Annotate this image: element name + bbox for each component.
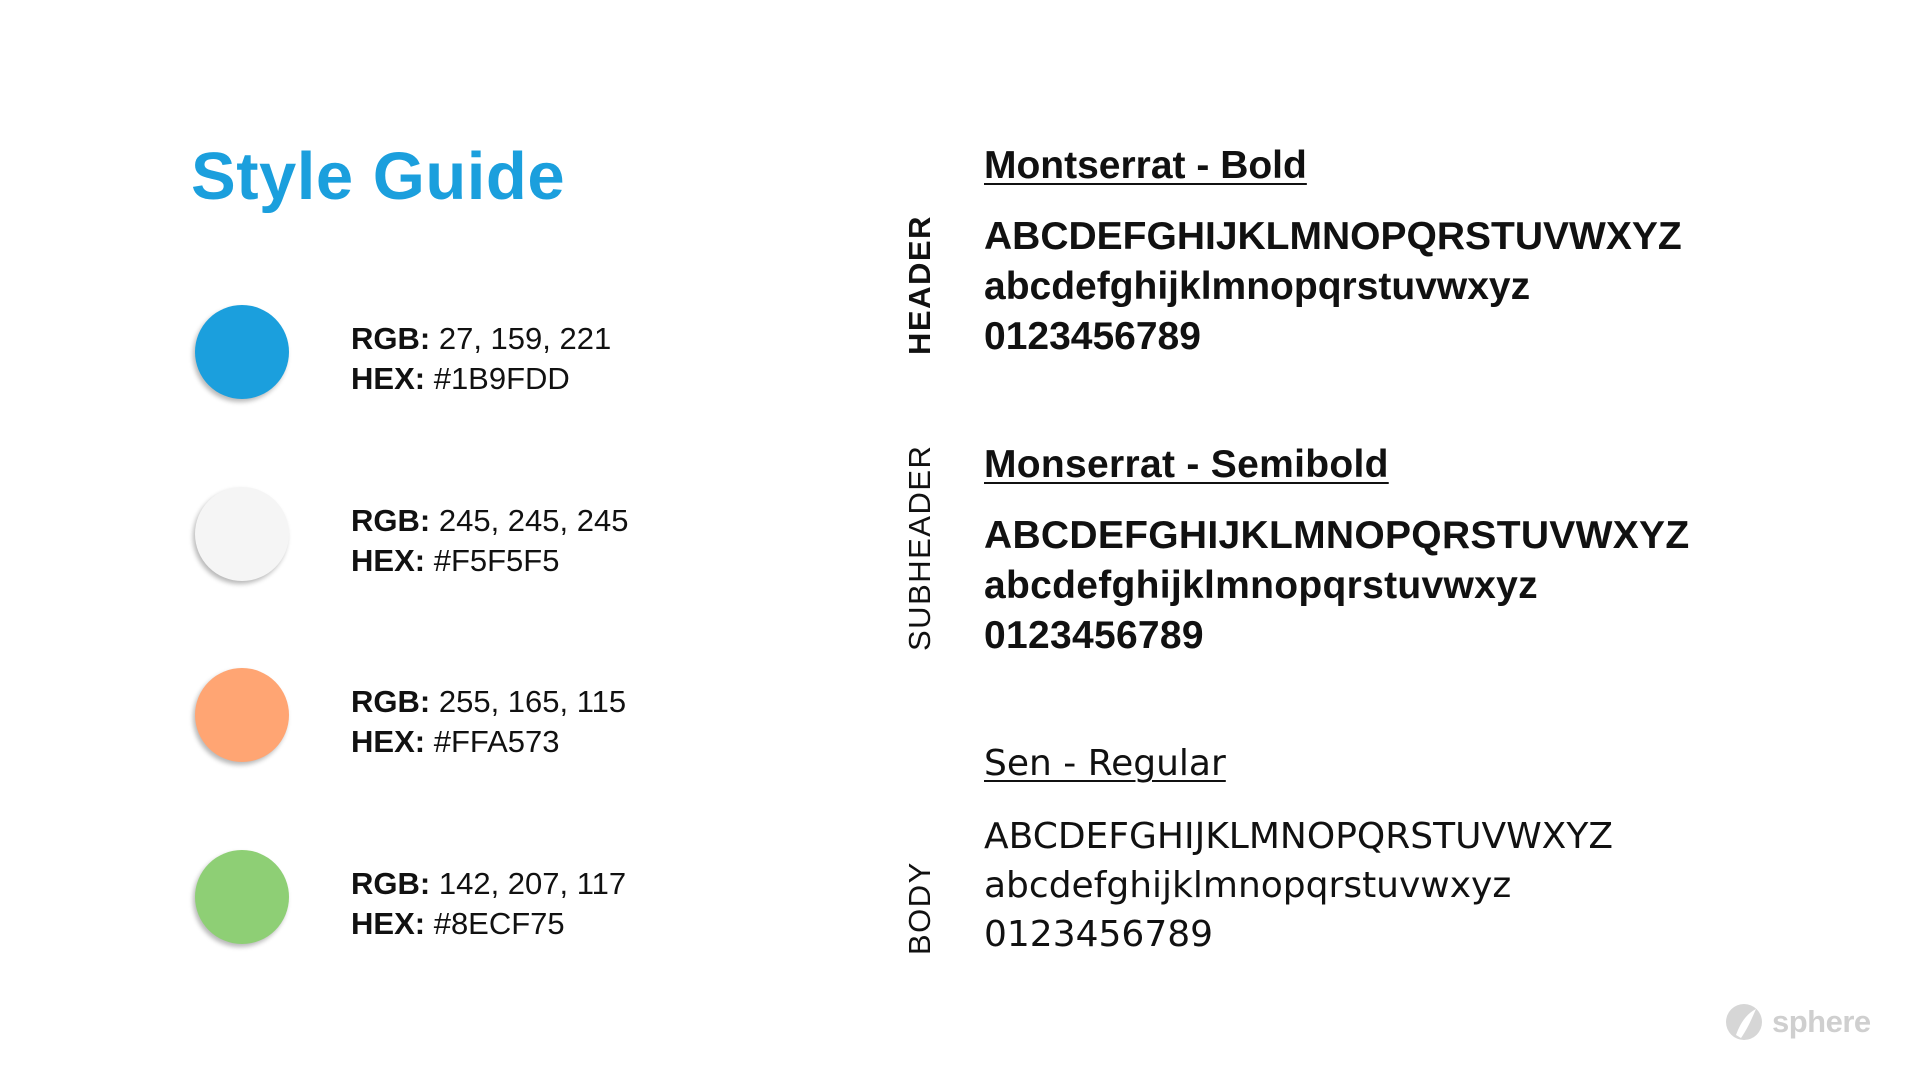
color-swatch-orange [195,668,289,762]
rgb-label: RGB: [351,866,431,901]
font-block-subheader [984,441,1884,661]
color-swatch-row-orange [195,668,715,768]
rgb-value: 27, 159, 221 [438,321,612,356]
sample-uppercase: ABCDEFGHIJKLMNOPQRSTUVWXYZ [984,816,1613,857]
sample-digits: 0123456789 [984,614,1204,657]
hex-label: HEX: [351,724,426,759]
font-block-header [984,142,1884,362]
color-swatch-light-gray [195,487,289,581]
rgb-label: RGB: [351,684,431,719]
font-name: Montserrat - Bold [984,144,1307,187]
rgb-value: 245, 245, 245 [438,503,629,538]
rgb-label: RGB: [351,321,431,356]
color-info [351,864,626,944]
hex-label: HEX: [351,543,426,578]
font-samples [984,511,1884,661]
sample-digits: 0123456789 [984,914,1214,955]
sample-lowercase: abcdefghijklmnopqrstuvwxyz [984,865,1512,906]
font-name: Monserrat - Semibold [984,443,1389,486]
hex-label: HEX: [351,906,426,941]
sample-digits: 0123456789 [984,315,1201,358]
typography-label-body: BODY [902,861,937,955]
logo-text: sphere [1772,1004,1871,1039]
page-title: Style Guide [191,139,566,214]
typography-label-subheader: SUBHEADER [902,444,937,652]
typography-label-header: HEADER [902,215,937,355]
sample-uppercase: ABCDEFGHIJKLMNOPQRSTUVWXYZ [984,514,1690,557]
hex-value: #FFA573 [433,724,560,759]
font-name: Sen - Regular [984,743,1226,784]
hex-value: #1B9FDD [433,361,570,396]
color-info [351,682,626,762]
sphere-logo-icon [1724,1002,1764,1042]
hex-label: HEX: [351,361,426,396]
font-samples [984,812,1884,959]
sample-uppercase: ABCDEFGHIJKLMNOPQRSTUVWXYZ [984,215,1682,258]
rgb-label: RGB: [351,503,431,538]
color-swatch-row-light-gray [195,487,715,587]
color-swatch-row-green [195,850,715,950]
color-swatch-row-blue [195,305,715,405]
sphere-logo [1724,1000,1871,1044]
hex-value: #8ECF75 [433,906,565,941]
font-block-body [984,740,1884,959]
color-swatch-green [195,850,289,944]
sample-lowercase: abcdefghijklmnopqrstuvwxyz [984,564,1538,607]
color-swatch-blue [195,305,289,399]
sample-lowercase: abcdefghijklmnopqrstuvwxyz [984,265,1531,308]
color-info [351,319,611,399]
rgb-value: 142, 207, 117 [438,866,627,901]
color-info [351,501,628,581]
font-samples [984,212,1884,362]
rgb-value: 255, 165, 115 [438,684,627,719]
hex-value: #F5F5F5 [433,543,560,578]
